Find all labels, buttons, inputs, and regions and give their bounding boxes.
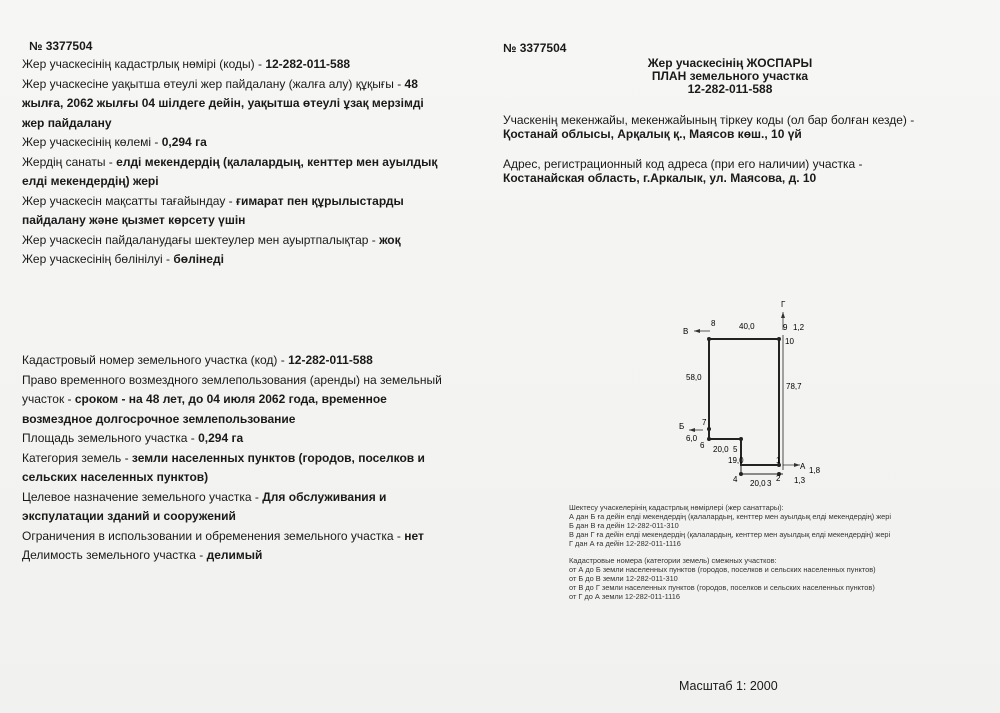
kz-row-value: елді мекендердің) жері <box>22 174 159 188</box>
plan-title-kz: Жер учаскесінің ЖОСПАРЫ <box>647 56 813 70</box>
ru-row-label: участок - <box>22 392 75 406</box>
point-3: 3 <box>767 479 772 488</box>
point-10: 10 <box>785 337 794 346</box>
vertex-5 <box>739 437 743 441</box>
kz-row-value: 48 <box>404 76 418 91</box>
north-arrow-head <box>781 312 785 318</box>
dim-step-top: 20,0 <box>713 445 729 454</box>
dim-left: 58,0 <box>686 373 702 382</box>
legend-kz-line: А дан Б ға дейін елді мекендердің (қалалардың, кенттер мен ауылдық елді мекендердің) жері <box>569 512 892 521</box>
scale-label: Масштаб 1: 2000 <box>679 679 778 693</box>
point-9: 9 <box>783 323 788 332</box>
ru-row-value: сельских населенных пунктов) <box>22 470 209 484</box>
dim-bottom-right: 1,3 <box>794 476 806 485</box>
dim-top-right: 1,2 <box>793 323 805 332</box>
point-6: 6 <box>700 441 705 450</box>
kz-row-label: Жердің санаты - <box>22 154 117 169</box>
kz-row-label: Жер учаскесіне уақытша өтеулі жер пайдалану (жалға алу) құқығы - <box>22 76 405 91</box>
address-kz-value: Қостанай облысы, Арқалық қ., Маясов көш., 10 үй <box>503 127 802 141</box>
kz-row-value: бөлінеді <box>173 252 224 266</box>
ru-row-value: Для обслуживания и <box>262 489 387 504</box>
kz-row-value: жер пайдалану <box>22 115 112 130</box>
kz-row-value: ғимарат пен құрылыстарды <box>236 193 404 208</box>
sw-label: Б <box>679 422 685 431</box>
kz-row-value: 12-282-011-588 <box>265 57 351 71</box>
west-label: В <box>683 327 689 336</box>
legend-kz-line: Г дан А ға дейін 12-282-011-1116 <box>569 539 681 548</box>
dim-right: 78,7 <box>786 382 802 391</box>
kz-row-value: пайдалану және қызмет көрсету үшін <box>22 213 246 227</box>
dim-east: 1,8 <box>809 466 821 475</box>
dim-step-left: 6,0 <box>686 434 698 443</box>
legend-kz-line: Б дан В ға дейін 12-282-011-310 <box>569 521 679 530</box>
east-label: А <box>800 462 806 471</box>
ru-row-value: сроком - на 48 лет, до 04 июля 2062 года, временное <box>74 392 387 406</box>
plan-code: 12-282-011-588 <box>687 82 773 96</box>
kz-row-label: Жер учаскесінің көлемі - <box>22 135 162 149</box>
dim-top: 40,0 <box>739 322 755 331</box>
sw-arrow-head <box>689 428 695 432</box>
vertex-6 <box>707 437 711 441</box>
document-number-right: № 3377504 <box>503 41 567 55</box>
address-ru-label: Адрес, регистрационный код адреса (при его наличии) участка - <box>503 157 863 171</box>
ru-row-value: делимый <box>206 548 263 562</box>
ru-row-value: 0,294 га <box>198 431 244 445</box>
legend-ru <box>569 556 929 601</box>
kz-row-label: Жер учаскесінің кадастрлық нөмірі (коды) - <box>22 57 266 71</box>
legend-ru-line: от А до Б земли населенных пунктов (городов, поселков и сельских населенных пунктов) <box>569 565 876 574</box>
legend-ru-line: Кадастровые номера (категории земель) смежных участков: <box>569 556 777 565</box>
ru-row-value: возмездное долгосрочное землепользование <box>22 411 296 426</box>
ru-row-value: экспулатации зданий и сооружений <box>22 509 236 523</box>
point-8: 8 <box>711 319 716 328</box>
kz-row-label: Жер учаскесінің бөлінілуі - <box>22 252 174 266</box>
dim-bottom: 20,0 <box>750 479 766 488</box>
legend-ru-line: от Б до В земли 12-282-011-310 <box>569 574 678 583</box>
ru-row-label: Целевое назначение земельного участка - <box>22 489 263 504</box>
plan-title-ru: ПЛАН земельного участка <box>651 69 809 83</box>
point-4: 4 <box>733 475 738 484</box>
legend-ru-line: от Г до А земли 12-282-011-1116 <box>569 592 680 601</box>
point-1: 1 <box>776 456 781 465</box>
kz-row-label: Жер учаскесін мақсатты тағайындау - <box>22 193 237 208</box>
ru-row-label: Категория земель - <box>22 450 132 465</box>
legend-kz <box>569 503 929 548</box>
point-2: 2 <box>776 474 781 483</box>
kz-row-label: Жер учаскесін пайдаланудағы шектеулер мен ауыртпалықтар - <box>22 232 380 247</box>
address-ru-value: Костанайская область, г.Аркалык, ул. Маясова, д. 10 <box>503 171 817 185</box>
ru-row-value: земли населенных пунктов (городов, поселков и <box>131 450 425 465</box>
kz-row-value: жоқ <box>379 232 401 247</box>
kz-row-value: 0,294 га <box>161 135 207 149</box>
address-kz-label: Учаскенің мекенжайы, мекенжайының тіркеу коды (ол бар болған кезде) - <box>503 113 915 127</box>
point-7: 7 <box>702 418 707 427</box>
vertex-8 <box>707 337 711 341</box>
legend-ru-line: от В до Г земли населенных пунктов (городов, поселков и сельских населенных пунктов) <box>569 583 875 592</box>
legend-kz-line: Шектесу учаскелерінің кадастрлық нөмірлері (жер санаттары): <box>569 503 784 512</box>
west-arrow-head <box>694 329 700 333</box>
dim-step-vert: 19,0 <box>728 456 744 465</box>
vertex-10 <box>777 337 781 341</box>
ru-row-label: Площадь земельного участка - <box>22 431 199 445</box>
ru-row-value: 12-282-011-588 <box>288 353 373 367</box>
point-5: 5 <box>733 445 738 454</box>
kz-row-value: елді мекендердің (қалалардың, кенттер мен ауылдық <box>116 154 438 169</box>
kz-row-value: жылға, 2062 жылғы 04 шілдеге дейін, уақытша өтеулі ұзақ мерзімді <box>22 96 424 110</box>
legend-kz-line: В дан Г ға дейін елді мекендердің (қалалардың, кенттер мен ауылдық елді мекендердің) жері <box>569 530 891 539</box>
ru-row-label: Ограничения в использовании и обременения земельного участка - <box>22 528 405 543</box>
north-label: Г <box>781 300 786 309</box>
ru-row-value: нет <box>404 528 424 543</box>
document-number-left: № 3377504 <box>29 39 93 53</box>
vertex-7 <box>707 427 711 431</box>
ru-row-label: Право временного возмездного землепользования (аренды) на земельный <box>22 372 442 387</box>
ru-row-label: Кадастровый номер земельного участка (код) - <box>22 353 289 367</box>
ru-row-label: Делимость земельного участка - <box>22 548 207 562</box>
